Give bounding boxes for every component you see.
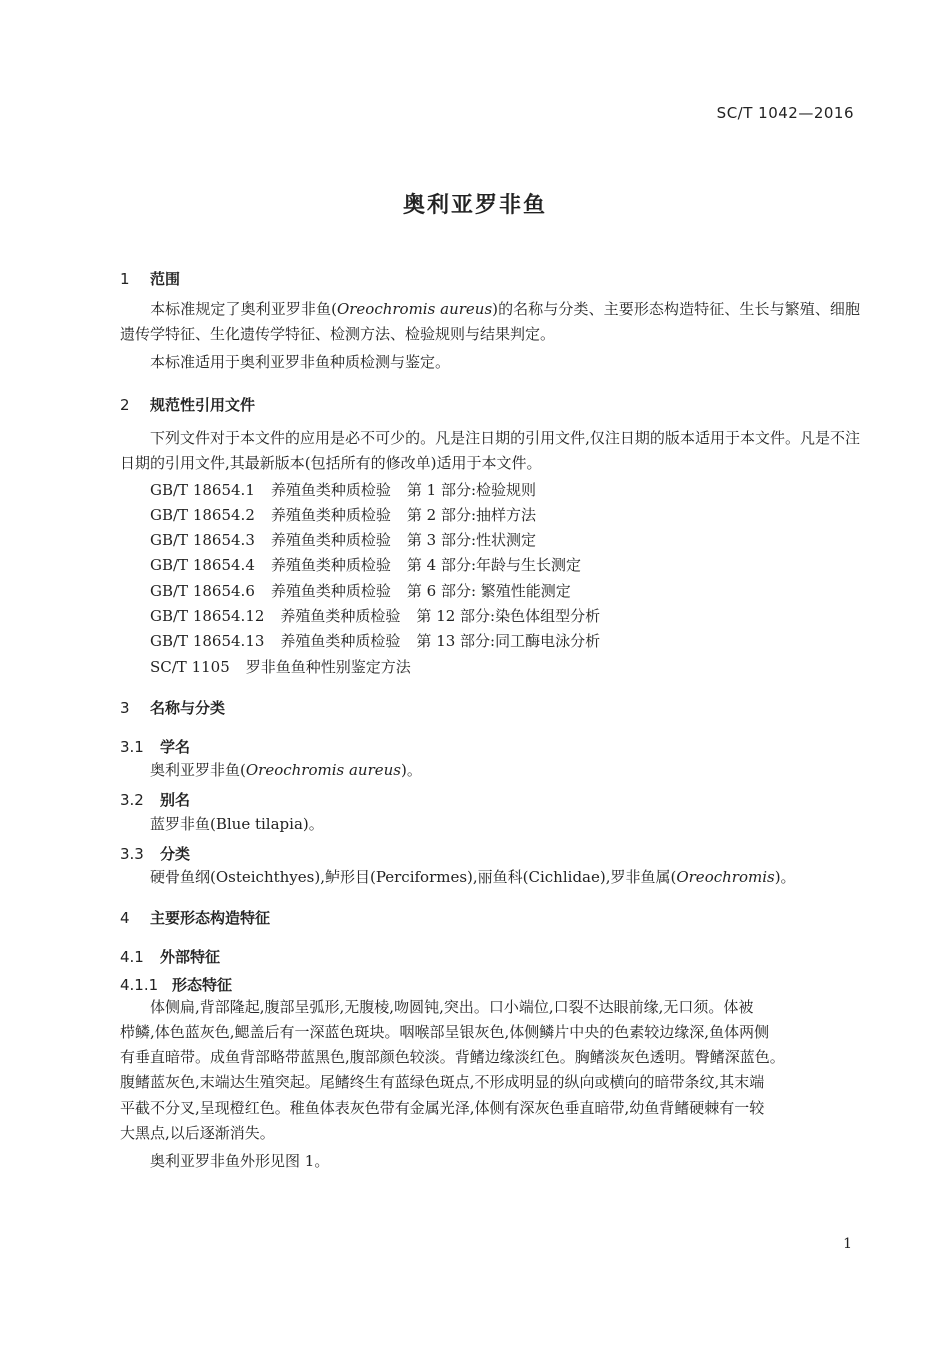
document-title: 奥利亚罗非鱼: [402, 193, 547, 218]
subsection-title: 别名: [160, 791, 191, 809]
section-title: 规范性引用文件: [150, 396, 256, 414]
section-1-paragraph-1: [120, 297, 860, 347]
scope-text-b: )的名称与分类、主要形态构造特征、生长与繁殖、细胞遗传学特征、生化遗传学特征、检测方法、检验规则与结果判定。: [120, 300, 860, 343]
subsection-number: 3.2: [120, 791, 144, 809]
subsection-4-1-heading: [120, 946, 220, 967]
reference-code: SC/T 1105: [150, 658, 230, 676]
classification-text: [150, 865, 796, 890]
latin-name: Oreochromis aureus: [245, 761, 401, 779]
reference-name: 养殖鱼类种质检验: [270, 481, 391, 499]
subsection-number: 4.1.1: [120, 976, 159, 994]
reference-name: 养殖鱼类种质检验: [270, 582, 391, 600]
section-1-paragraph-2: [120, 350, 860, 375]
text-part: )。: [774, 868, 796, 886]
subsection-number: 3.3: [120, 845, 144, 863]
section-2-intro: [120, 426, 860, 476]
reference-code: GB/T 18654.4: [150, 556, 255, 574]
section-title: 主要形态构造特征: [150, 909, 271, 927]
reference-item: [150, 504, 536, 525]
morphology-line: 体侧扁,背部隆起,腹部呈弧形,无腹棱,吻圆钝,突出。口小端位,口裂不达眼前缘,无口须。体被: [150, 998, 754, 1016]
reference-part: 第 12 部分:染色体组型分析: [416, 607, 601, 625]
section-number: 4: [120, 909, 130, 927]
subsection-title: 外部特征: [160, 948, 221, 966]
text-part: )。: [401, 761, 422, 779]
reference-name: 养殖鱼类种质检验: [280, 632, 401, 650]
section-4-heading: [120, 907, 270, 928]
reference-part: 第 13 部分:同工酶电泳分析: [416, 632, 601, 650]
reference-item: [150, 656, 411, 677]
subsection-number: 4.1: [120, 948, 144, 966]
morphology-line: 栉鳞,体色蓝灰色,鳃盖后有一深蓝色斑块。咽喉部呈银灰色,体侧鳞片中央的色素较边缘深,鱼体两侧: [120, 1023, 770, 1041]
morphology-line: 有垂直暗带。成鱼背部略带蓝黑色,腹部颜色较淡。背鳍边缘淡红色。胸鳍淡灰色透明。臀鳍深蓝色。: [120, 1048, 785, 1066]
section-title: 名称与分类: [150, 699, 226, 717]
reference-name: 养殖鱼类种质检验: [280, 607, 401, 625]
reference-code: GB/T 18654.2: [150, 506, 255, 524]
morphology-line: 腹鳍蓝灰色,末端达生殖突起。尾鳍终生有蓝绿色斑点,不形成明显的纵向或横向的暗带条纹,其末端: [120, 1073, 765, 1091]
morphology-line: 大黑点,以后逐渐消失。: [120, 1124, 275, 1142]
subsection-3-3-heading: [120, 843, 190, 864]
reference-item: [150, 529, 536, 550]
reference-part: 第 6 部分: 繁殖性能测定: [406, 582, 571, 600]
subsection-3-2-heading: [120, 789, 190, 810]
section-3-heading: [120, 697, 225, 718]
text-part: 硬骨鱼纲(Osteichthyes),鲈形目(Perciformes),丽鱼科(Cichlidae),罗非鱼属(: [150, 868, 677, 886]
reference-item: [150, 580, 571, 601]
section-2-heading: [120, 394, 255, 415]
section-number: 3: [120, 699, 130, 717]
subsection-title: 学名: [160, 738, 191, 756]
latin-name: Oreochromis: [676, 868, 775, 886]
reference-code: GB/T 18654.6: [150, 582, 255, 600]
section-number: 2: [120, 396, 130, 414]
alias-text: 蓝罗非鱼(Blue tilapia)。: [150, 815, 324, 833]
section-1-heading: [120, 268, 180, 289]
latin-name: Oreochromis aureus: [336, 300, 493, 318]
reference-name: 养殖鱼类种质检验: [270, 506, 391, 524]
scope-text-a: 本标准规定了奥利亚罗非鱼(: [150, 300, 337, 318]
reference-name: 养殖鱼类种质检验: [270, 556, 391, 574]
reference-part: 第 4 部分:年龄与生长测定: [406, 556, 582, 574]
reference-code: GB/T 18654.13: [150, 632, 265, 650]
reference-name: 罗非鱼鱼种性别鉴定方法: [245, 658, 411, 676]
reference-code: GB/T 18654.3: [150, 531, 255, 549]
page-number: 1: [843, 1236, 852, 1252]
section-number: 1: [120, 270, 130, 288]
standard-code: SC/T 1042—2016: [716, 104, 854, 122]
reference-code: GB/T 18654.12: [150, 607, 265, 625]
reference-item: [150, 479, 536, 500]
subsection-title: 形态特征: [172, 976, 233, 994]
reference-item: [150, 554, 581, 575]
subsection-4-1-1-heading: [120, 974, 232, 995]
reference-part: 第 2 部分:抽样方法: [406, 506, 537, 524]
reference-name: 养殖鱼类种质检验: [270, 531, 391, 549]
figure-reference: 奥利亚罗非鱼外形见图 1。: [150, 1152, 330, 1170]
reference-part: 第 1 部分:检验规则: [406, 481, 537, 499]
text-part: 奥利亚罗非鱼(: [150, 761, 246, 779]
scope-applicability: 本标准适用于奥利亚罗非鱼种质检测与鉴定。: [150, 353, 451, 371]
morphology-line: 平截不分叉,呈现橙红色。稚鱼体表灰色带有金属光泽,体侧有深灰色垂直暗带,幼鱼背鳍硬棘有一较: [120, 1099, 765, 1117]
reference-code: GB/T 18654.1: [150, 481, 255, 499]
reference-item: [150, 630, 600, 651]
reference-item: [150, 605, 600, 626]
scientific-name-text: [150, 758, 422, 783]
references-intro: 下列文件对于本文件的应用是必不可少的。凡是注日期的引用文件,仅注日期的版本适用于本文件。凡是不注日期的引用文件,其最新版本(包括所有的修改单)适用于本文件。: [120, 429, 860, 472]
subsection-title: 分类: [160, 845, 191, 863]
subsection-number: 3.1: [120, 738, 144, 756]
reference-part: 第 3 部分:性状测定: [406, 531, 537, 549]
subsection-3-1-heading: [120, 736, 190, 757]
section-title: 范围: [150, 270, 181, 288]
